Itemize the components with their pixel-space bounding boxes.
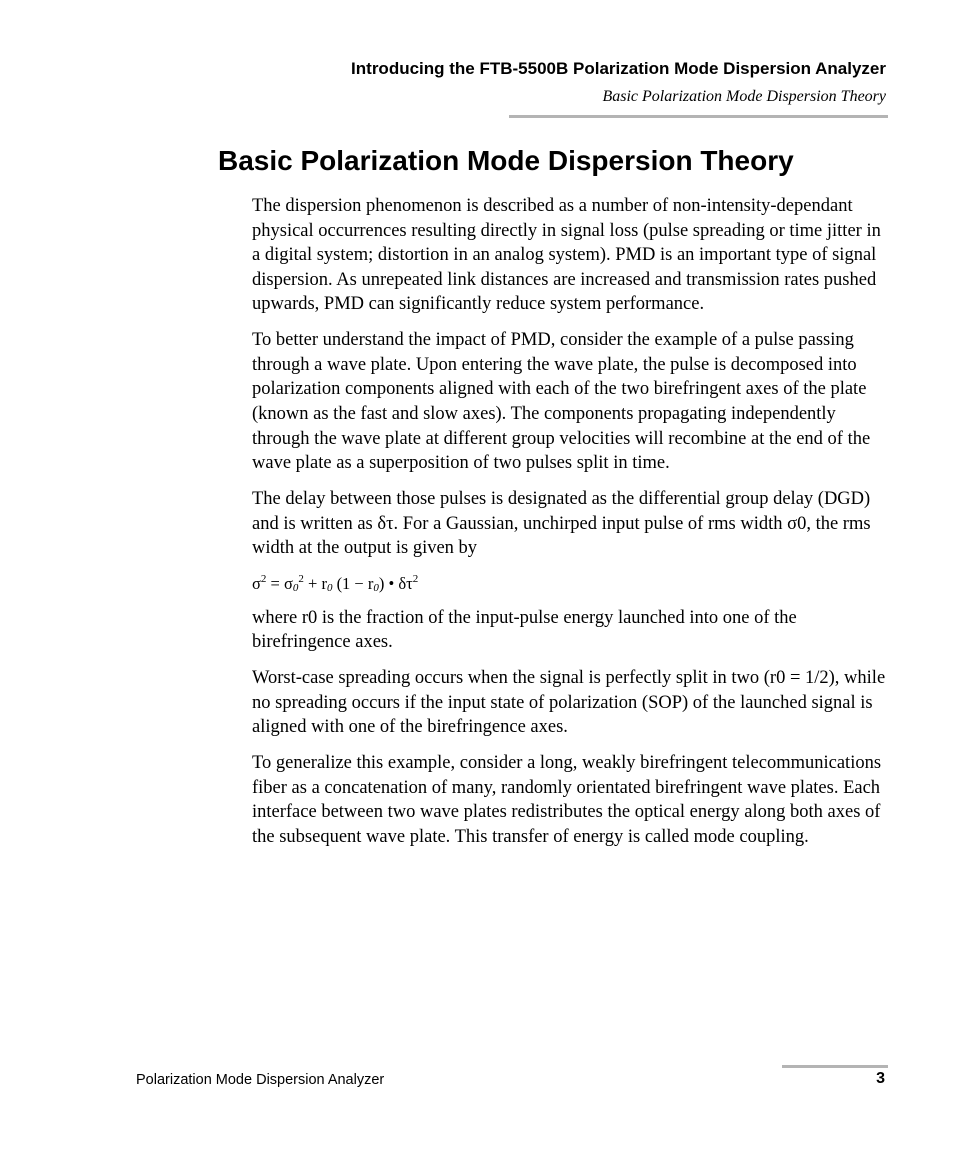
footer-doc-title: Polarization Mode Dispersion Analyzer bbox=[136, 1072, 385, 1088]
paragraph-worst-case: Worst-case spreading occurs when the signal is perfectly split in two (r0 = 1/2), while no spreading occurs if the input state of polarization (SOP) of the launched signal is aligned with one of the birefringence axes. bbox=[252, 668, 886, 738]
section-header: Basic Polarization Mode Dispersion Theory bbox=[602, 88, 886, 105]
chapter-header: Introducing the FTB-5500B Polarization Mode Dispersion Analyzer bbox=[351, 59, 886, 78]
page-number: 3 bbox=[876, 1070, 885, 1087]
page-title: Basic Polarization Mode Dispersion Theory bbox=[218, 145, 794, 176]
paragraph-dgd: The delay between those pulses is designated as the differential group delay (DGD) and is written as δτ. For a Gaussian, unchirped input pulse of rms width σ0, the rms width at the output is given by bbox=[252, 488, 871, 559]
paragraph-r0: where r0 is the fraction of the input-pulse energy launched into one of the birefringence axes. bbox=[252, 607, 797, 653]
body-text bbox=[252, 194, 892, 861]
footer-rule bbox=[782, 1065, 888, 1068]
rms-width-equation: $\sigma^2 = \sigma_0^2 + r_0$ $(1 - r_0)$ • $\delta\tau^2$ bbox=[252, 572, 419, 594]
header-rule bbox=[509, 115, 888, 118]
paragraph-wave-plate: To better understand the impact of PMD, consider the example of a pulse passing through a wave plate. Upon entering the wave plate, the pulse is decomposed into polarization components aligned with each of the two birefringent axes of the plate (known as the fast and slow axes). The components propagating independently through the wave plate at different group velocities will recombine at the end of the wave plate as a superposition of two pulses split in time. bbox=[252, 330, 871, 474]
paragraph-dispersion: The dispersion phenomenon is described as a number of non-intensity-dependant physical occurrences resulting directly in signal loss (pulse spreading or time jitter in a digital system; distortion in an analog system). PMD is an important type of signal dispersion. As unrepeated link distances are increased and transmission rates pushed upwards, PMD can significantly reduce system performance. bbox=[252, 196, 881, 315]
paragraph-generalize: To generalize this example, consider a long, weakly birefringent telecommunications fiber as a concatenation of many, randomly orientated birefringent wave plates. Each interface between two wave plates redistributes the optical energy along both axes of the subsequent wave plate. This transfer of energy is called mode coupling. bbox=[252, 753, 882, 847]
